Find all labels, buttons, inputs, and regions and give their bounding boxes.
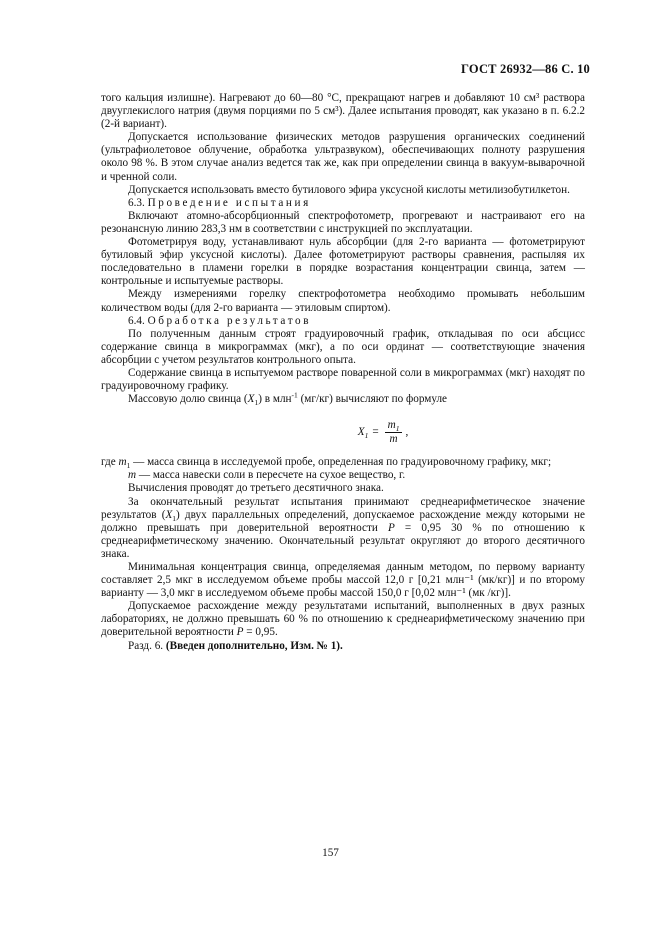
min-concentration-paragraph: Минимальная концентрация свинца, определяемая данным методом, по первому варианту составляет 2,5 мкг в исследуемом объеме пробы массой 12,0 г [0,21 млн⁻¹ (мк/кг)] и по второму варианту — 3,0 мкг в исследуемом объеме пробы массой 150,0 г [0,02 млн⁻¹ (мк /кг)]. <box>101 561 585 600</box>
paragraph: Включают атомно-абсорбционный спектрофотометр, прогревают и настраивают его на резонансную линию 283,3 нм в соответствии с инструкцией по эксплуатации. <box>101 209 585 235</box>
paragraph: По полученным данным строят градуировочный график, откладывая по оси абсцисс содержание свинца в микрограммах (мкг), а по оси ординат — соответствующие значения абсорбции с учетом результатов контрольного опыта. <box>101 327 585 366</box>
paragraph: Фотометрируя воду, устанавливают нуль абсорбции (для 2-го варианта — фотометрируют бутиловый эфир уксусной кислоты). Далее фотометрируют растворы сравнения, распыляя их последовательно в пламени горелки в порядке возрастания концентрации свинца, затем — контрольные и испытуемые растворы. <box>101 236 585 288</box>
paragraph: Между измерениями горелку спектрофотометра необходимо промывать небольшим количеством воды (для 2-го варианта — этиловым спиртом). <box>101 288 585 314</box>
paragraph: Допускается использование физических методов разрушения органических соединений (ультрафиолетовое облучение, обработка ультразвуком), обеспечивающих полноту разрушения около 98 %. В этом случае анализ ведется так же, как при определении свинца в вакуум-выварочной и чренной соли. <box>101 131 585 183</box>
section-heading-6-3 <box>101 197 585 210</box>
formula-comma: , <box>405 425 409 438</box>
section-title: Обработка результатов <box>147 314 312 327</box>
paragraph: Содержание свинца в испытуемом растворе поваренной соли в микрограммах (мкг) находят по градуировочному графику. <box>101 366 585 393</box>
page-header: ГОСТ 26932—86 С. 10 <box>461 62 590 76</box>
paragraph: того кальция излишне). Нагревают до 60—80 °С, прекращают нагрев и добавляют 10 см³ раствора двууглекислого натрия (двумя порциями по 5 см³). Далее испытания проводят, как указано в п. 6.2.2 (2-й вариант). <box>101 92 585 131</box>
page-number: 157 <box>322 847 339 859</box>
mass-fraction-intro: Массовую долю свинца $(X_1)$ в млн$^{-1}$ (мг/кг) вычисляют по формуле <box>128 390 448 408</box>
amendment-note: Разд. 6. (Введен дополнительно, Изм. № 1). <box>128 639 343 652</box>
fraction-numerator: $m_1$ <box>385 419 403 433</box>
formula-fraction <box>385 419 403 446</box>
where-m: m — масса навески соли в пересчете на сухое вещество, г. <box>128 469 406 482</box>
paragraph: Вычисления проводят до третьего десятичного знака. <box>128 482 384 495</box>
fraction-denominator: m <box>389 432 398 445</box>
formula-lhs: $X_1$ <box>357 425 369 440</box>
discrepancy-paragraph: Допускаемое расхождение между результатами испытаний, выполненных в двух разных лабораториях, не должно превышать 60 % по отношению к среднеарифметическому значению при доверительной вероятности P = 0,95. <box>101 600 585 639</box>
where-m1: где $m_1$ — масса свинца в исследуемой пробе, определенная по градуировочному графику, мкг; <box>101 456 552 471</box>
final-result-paragraph: За окончательный результат испытания принимают среднеарифметическое значение результатов $(X_1)$ двух параллельных определений, допускаемое расхождение между которыми не должно превышать при доверительной вероятности P = 0,95 30 % по отношению к среднеарифметическому значению. Окончательный результат округляют до второго десятичного знака. <box>101 495 585 560</box>
section-number: 6.3. <box>128 196 145 209</box>
section-number: 6.4. <box>128 314 145 327</box>
paragraph: Допускается использовать вместо бутилового эфира уксусной кислоты метилизобутилкетон. <box>128 183 570 196</box>
document-body <box>101 92 585 653</box>
formula-equals: = <box>372 425 379 438</box>
section-title: Проведение испытания <box>147 196 311 209</box>
section-heading-6-4 <box>101 315 585 328</box>
formula <box>181 414 585 450</box>
